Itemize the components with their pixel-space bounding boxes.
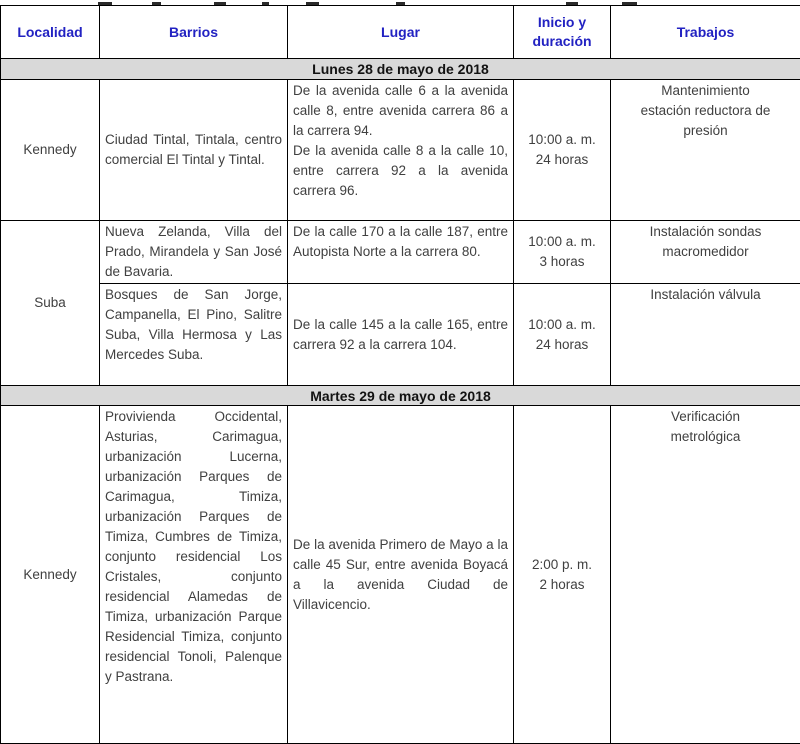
- maintenance-schedule-table: [0, 5, 800, 744]
- cell-barrios: Nueva Zelanda, Villa del Prado, Mirandela y San José de Bavaria.: [100, 221, 288, 284]
- section-title: Lunes 28 de mayo de 2018: [1, 59, 800, 80]
- cell-inicio-duracion: [514, 284, 611, 386]
- duration: 24 horas: [535, 336, 589, 352]
- header-cell-inicio-duracion: Inicio y duración: [514, 6, 611, 59]
- lugar-paragraph: De la avenida calle 6 a la avenida calle 8, entre avenida carrera 86 a la carrera 94.: [293, 83, 508, 138]
- trabajos-line: presión: [683, 123, 728, 138]
- header-cell-lugar: Lugar: [288, 6, 514, 59]
- section-title: Martes 29 de mayo de 2018: [1, 386, 800, 406]
- cell-lugar: [288, 284, 514, 386]
- cell-barrios: Bosques de San Jorge, Campanella, El Pino, Salitre Suba, Villa Hermosa y Las Mercedes Suba.: [100, 284, 288, 386]
- cell-inicio-duracion: [514, 406, 611, 744]
- header-cell-localidad: Localidad: [1, 6, 100, 59]
- cell-inicio-duracion: [514, 80, 611, 221]
- table-row-suba-1: [1, 221, 800, 284]
- header-cell-barrios: Barrios: [100, 6, 288, 59]
- cell-trabajos: [611, 284, 800, 386]
- cell-barrios: Provivienda Occidental, Asturias, Carimagua, urbanización Lucerna, urbanización Parques de Carimagua, Timiza, urbanización Parques de Timiza, Cumbres de Timiza, conjunto residencial Los Cristales, conjunto residencial Alamedas de Timiza, urbanización Parque Residencial Timiza, conjunto residencial Tonoli, Palenque y Pastrana.: [100, 406, 288, 744]
- trabajos-line: Instalación sondas: [649, 224, 762, 239]
- cell-lugar: [288, 221, 514, 284]
- start-time: 10:00 a. m.: [528, 132, 596, 147]
- trabajos-line: Verificación: [670, 409, 741, 424]
- trabajos-line: metrológica: [670, 429, 741, 444]
- header-row: [1, 6, 800, 59]
- cell-lugar: [288, 406, 514, 744]
- cell-localidad: Kennedy: [1, 406, 100, 744]
- trabajos-line: macromedidor: [662, 244, 749, 259]
- cell-lugar: [288, 80, 514, 221]
- section-header-row-lunes: [1, 59, 800, 80]
- lugar-paragraph: De la avenida calle 8 a la calle 10, entre carrera 92 a la avenida carrera 96.: [293, 143, 508, 198]
- trabajos-line: Instalación válvula: [650, 287, 761, 302]
- trabajos-line: estación reductora de: [640, 103, 771, 118]
- cell-trabajos: [611, 80, 800, 221]
- cell-localidad: Suba: [1, 221, 100, 386]
- duration: 24 horas: [535, 152, 589, 167]
- cell-inicio-duracion: [514, 221, 611, 284]
- cell-trabajos: [611, 221, 800, 284]
- duration: 2 horas: [539, 576, 585, 592]
- cell-barrios: Ciudad Tintal, Tintala, centro comercial El Tintal y Tintal.: [100, 80, 288, 221]
- start-time: 2:00 p. m.: [531, 556, 593, 572]
- start-time: 10:00 a. m.: [528, 234, 596, 249]
- clipped-title-text-fragment: [0, 0, 800, 5]
- duration: 3 horas: [539, 254, 585, 269]
- lugar-paragraph: De la calle 170 a la calle 187, entre Autopista Norte a la carrera 80.: [293, 224, 508, 259]
- table-row-kennedy-lunes: [1, 80, 800, 221]
- header-cell-trabajos: Trabajos: [611, 6, 800, 59]
- start-time: 10:00 a. m.: [528, 316, 596, 332]
- cell-trabajos: [611, 406, 800, 744]
- cell-localidad: Kennedy: [1, 80, 100, 221]
- table-row-suba-2: [1, 284, 800, 386]
- section-header-row-martes: [1, 386, 800, 406]
- lugar-paragraph: De la avenida Primero de Mayo a la calle 45 Sur, entre avenida Boyacá a la avenida Ciudad de Villavicencio.: [293, 536, 508, 612]
- lugar-paragraph: De la calle 145 a la calle 165, entre carrera 92 a la carrera 104.: [293, 316, 508, 352]
- trabajos-line: Mantenimiento: [661, 83, 750, 98]
- table-row-kennedy-martes: [1, 406, 800, 744]
